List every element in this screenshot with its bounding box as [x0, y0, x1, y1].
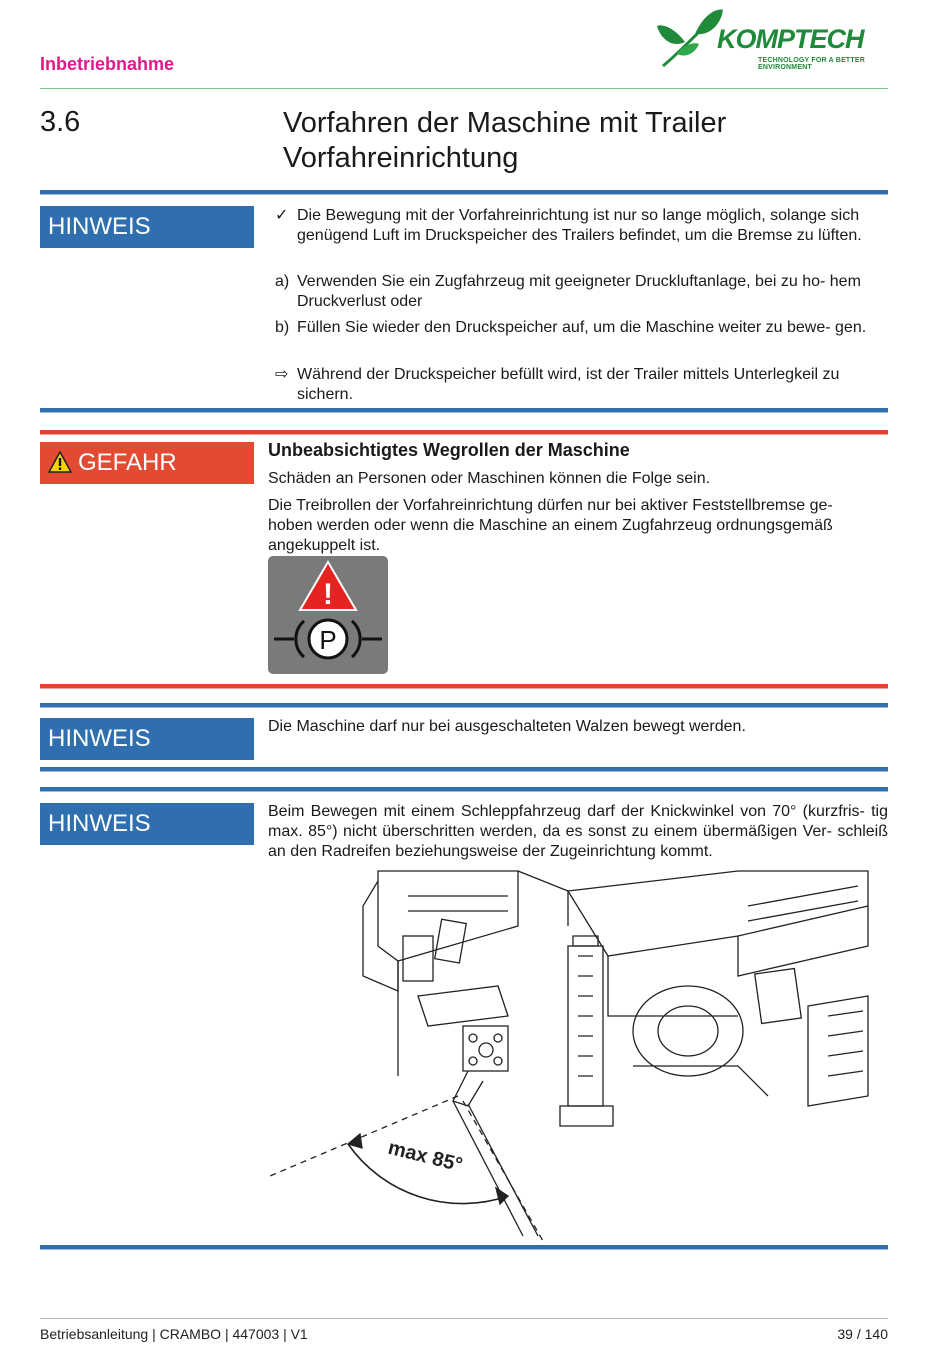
- notice1-item-3-text: Füllen Sie wieder den Druckspeicher auf, um die Maschine weiter zu bewe- gen.: [297, 319, 867, 336]
- coupling-angle-figure: [268, 866, 888, 1241]
- danger-title: Unbeabsichtigtes Wegrollen der Maschine: [268, 440, 630, 460]
- notice1-item-1: [275, 206, 887, 246]
- section-label: Inbetriebnahme: [40, 54, 175, 74]
- danger-top-rule: [40, 430, 888, 435]
- notice2-bottom-rule: [40, 767, 888, 772]
- notice1-top-rule: [40, 190, 888, 195]
- section-number: 3.6: [40, 106, 81, 138]
- notice3-top-rule: [40, 787, 888, 792]
- notice1-item-1-text: Die Bewegung mit der Vorfahreinrichtung ist nur so lange möglich, solange sich genügend Luft im Druckspeicher des Trailers befindet, um die Bremse zu lüften.: [297, 207, 862, 244]
- coupling-illustration: [268, 866, 888, 1241]
- angle-label: max 85°: [385, 1136, 465, 1177]
- header-divider: [40, 88, 888, 89]
- parking-brake-icon: [268, 556, 388, 674]
- notice3-text: Beim Bewegen mit einem Schleppfahrzeug darf der Knickwinkel von 70° (kurzfris- tig max. 85°) nicht überschritten werden, da es sonst zu einem übermäßigen Ver- schleiß an den Radreifen beziehungsweise der Zugeinrichtung kommt.: [268, 803, 888, 860]
- notice3-bottom-rule: [40, 1245, 888, 1250]
- danger-label-text: GEFAHR: [78, 449, 177, 476]
- leaf-icon: [655, 6, 725, 72]
- checkmark-icon: ✓: [275, 207, 289, 224]
- notice1-item-2: [275, 272, 887, 312]
- page-number: 39 / 140: [837, 1326, 888, 1342]
- brand-name: KOMPTECH: [717, 24, 864, 54]
- notice2-top-rule: [40, 703, 888, 708]
- danger-bottom-rule: [40, 684, 888, 689]
- page-title-line1: Vorfahren der Maschine mit Trailer: [283, 107, 727, 139]
- parking-letter: P: [319, 625, 337, 655]
- page-title-line2: Vorfahreinrichtung: [283, 142, 519, 174]
- notice1-item-3: [275, 318, 887, 338]
- notice2-text: Die Maschine darf nur bei ausgeschalteten Walzen bewegt werden.: [268, 718, 746, 735]
- exclamation-mark: !: [323, 578, 333, 611]
- notice1-bottom-rule: [40, 408, 888, 413]
- notice1-item-4-text: Während der Druckspeicher befüllt wird, ist der Trailer mittels Unterlegkeil zu sichern.: [297, 366, 840, 403]
- warning-icon: [48, 451, 72, 473]
- list-marker: b): [275, 319, 290, 336]
- brand-tagline: TECHNOLOGY FOR A BETTER ENVIRONMENT: [758, 57, 866, 71]
- notice1-item-4: [275, 365, 887, 405]
- page-title: [283, 106, 726, 176]
- notice2-label: HINWEIS: [40, 718, 254, 760]
- danger-consequence: Schäden an Personen oder Maschinen können die Folge sein.: [268, 470, 711, 487]
- danger-label: [40, 442, 254, 484]
- notice3-label: HINWEIS: [40, 803, 254, 845]
- danger-instruction: Die Treibrollen der Vorfahreinrichtung dürfen nur bei aktiver Feststellbremse ge- hoben werden oder wenn die Maschine an einem Zugfahrzeug ordnungsgemäß angekuppelt ist.: [268, 497, 833, 554]
- komptech-logo: [655, 6, 890, 72]
- notice1-item-2-text: Verwenden Sie ein Zugfahrzeug mit geeigneter Druckluftanlage, bei zu ho- hem Druckverlust oder: [297, 273, 861, 310]
- list-marker: a): [275, 273, 290, 290]
- parking-brake-sign: [268, 556, 388, 674]
- footer-divider: [40, 1318, 888, 1319]
- arrow-right-icon: ⇨: [275, 366, 289, 383]
- notice1-label: HINWEIS: [40, 206, 254, 248]
- footer-document-info: Betriebsanleitung | CRAMBO | 447003 | V1: [40, 1326, 308, 1342]
